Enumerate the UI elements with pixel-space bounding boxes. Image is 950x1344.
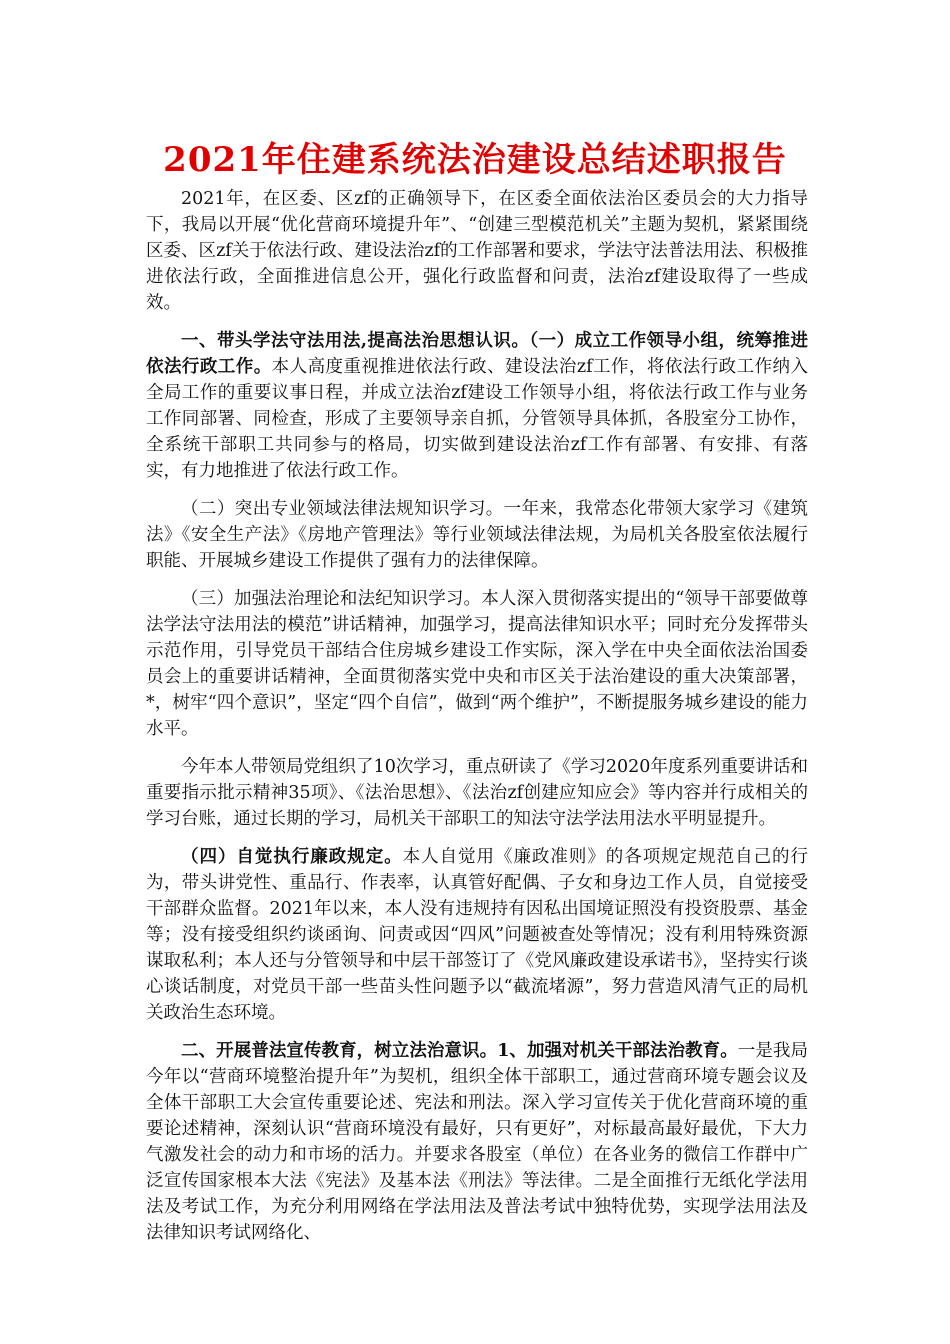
paragraph-item-3 <box>146 586 808 742</box>
paragraph-section-1 <box>146 328 808 484</box>
paragraph-text: 本人自觉用《廉政准则》的各项规定规范自己的行为，带头讲党性、重品行、作表率，认真管好配偶、子女和身边工作人员，自觉接受干部群众监督。2021年以来，本人没有违规持有因私出国境证照没有投资股票、基金等；没有接受组织约谈函询、问责或因“四风”问题被查处等情况；没有利用特殊资源谋取私利；本人还与分管领导和中层干部签订了《党风廉政建设承诺书》，坚持实行谈心谈话制度，对党员干部一些苗头性问题予以“截流堵源”，努力营造风清气正的局机关政治生态环境。 <box>146 847 809 1023</box>
paragraph-text: 一是我局今年以“营商环境整治提升年”为契机，组织全体干部职工，通过营商环境专题会议及全体干部职工大会宣传重要论述、宪法和刑法。深入学习宣传关于优化营商环境的重要论述精神，深刻认识“营商环境没有最好，只有更好”，对标最高最好最优，下大力气激发社会的动力和市场的活力。并要求各股室（单位）在各业务的微信工作群中广泛宣传国家根本大法《宪法》及基本法《刑法》等法律。二是全面推行无纸化学法用法及考试工作，为充分利用网络在学法用法及普法考试中独特优势，实现学法用法及法律知识考试网络化、 <box>146 1041 808 1243</box>
paragraph-text: 本人高度重视推进依法行政、建设法治zf工作，将依法行政工作纳入全局工作的重要议事日程，并成立法治zf建设工作领导小组，将依法行政工作与业务工作同部署、同检查，形成了主要领导亲自抓，分管领导具体抓，各股室分工协作，全系统干部职工共同参与的格局，切实做到建设法治zf工作有部署、有安排、有落实，有力地推进了依法行政工作。 <box>146 357 808 481</box>
paragraph-intro <box>146 186 808 316</box>
paragraph-text: 今年本人带领局党组织了10次学习，重点研读了《学习2020年度系列重要讲话和重要指示批示精神35项》、《法治思想》、《法治zf创建应知应会》等内容并行成相关的学习台账，通过长期的学习，局机关干部职工的知法守法学法用法水平明显提升。 <box>146 757 808 829</box>
paragraph-text: （三）加强法治理论和法纪知识学习。本人深入贯彻落实提出的“领导干部要做尊法学法守法用法的模范”讲话精神，加强学习，提高法律知识水平；同时充分发挥带头示范作用，引导党员干部结合住房城乡建设工作实际，深入学在中央全面依法治国委员会上的重要讲话精神，全面贯彻落实党中央和市区关于法治建设的重大决策部署，*，树牢“四个意识”，坚定“四个自信”，做到“两个维护”，不断提服务城乡建设的能力水平。 <box>146 589 808 739</box>
paragraph-item-2 <box>146 496 808 574</box>
section-heading: 一、带头学法守法用法,提高法治思想认识。（一）成立工作领导小组，统筹推进依法行政工作。 <box>146 331 808 377</box>
document-body <box>146 186 808 1258</box>
paragraph-item-4 <box>146 844 808 1026</box>
section-heading: 二、开展普法宣传教育，树立法治意识。1、加强对机关干部法治教育。 <box>181 1041 738 1061</box>
paragraph-text: 2021年，在区委、区zf的正确领导下，在区委全面依法治区委员会的大力指导下，我局以开展“优化营商环境提升年”、“创建三型模范机关”主题为契机，紧紧围绕区委、区zf关于依法行政、建设法治zf的工作部署和要求，学法守法普法用法、积极推进依法行政，全面推进信息公开，强化行政监督和问责，法治zf建设取得了一些成效。 <box>146 189 808 313</box>
section-heading: （四）自觉执行廉政规定。 <box>181 847 403 867</box>
paragraph-text: （二）突出专业领域法律法规知识学习。一年来，我常态化带领大家学习《建筑法》《安全生产法》《房地产管理法》等行业领域法律法规，为局机关各股室依法履行职能、开展城乡建设工作提供了强有力的法律保障。 <box>146 499 808 571</box>
document-title: 2021年住建系统法治建设总结述职报告 <box>163 140 787 180</box>
paragraph-study <box>146 754 808 832</box>
paragraph-section-2 <box>146 1038 808 1246</box>
